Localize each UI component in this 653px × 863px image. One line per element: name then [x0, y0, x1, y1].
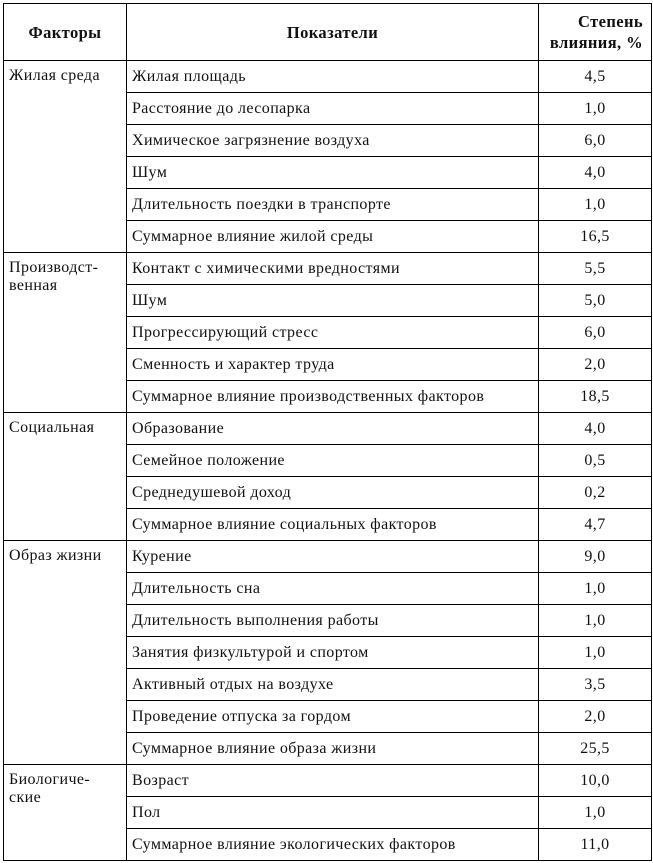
influence-value-cell: 5,5: [539, 253, 652, 285]
indicator-cell: Суммарное влияние социальных факторов: [127, 509, 539, 541]
table-row: [4, 413, 652, 445]
indicator-cell: Среднедушевой доход: [127, 477, 539, 509]
indicator-cell: Суммарное влияние производственных факторов: [127, 381, 539, 413]
influence-value-cell: 4,0: [539, 157, 652, 189]
indicator-cell: Длительность выполнения работы: [127, 605, 539, 637]
influence-value-cell: 1,0: [539, 637, 652, 669]
indicator-cell: Курение: [127, 541, 539, 573]
table-row: [4, 61, 652, 93]
header-influence: Степень влияния, %: [539, 4, 652, 61]
indicator-cell: Возраст: [127, 765, 539, 797]
indicator-cell: Образование: [127, 413, 539, 445]
header-row: [4, 4, 652, 61]
table-row: [4, 253, 652, 285]
indicator-cell: Сменность и характер труда: [127, 349, 539, 381]
influence-value-cell: 10,0: [539, 765, 652, 797]
indicator-cell: Активный отдых на воздухе: [127, 669, 539, 701]
influence-value-cell: 0,2: [539, 477, 652, 509]
factor-cell: Жилая среда: [4, 61, 127, 253]
indicator-cell: Шум: [127, 157, 539, 189]
table-row: [4, 765, 652, 797]
influence-value-cell: 1,0: [539, 605, 652, 637]
indicator-cell: Расстояние до лесопарка: [127, 93, 539, 125]
influence-value-cell: 25,5: [539, 733, 652, 765]
factor-cell: Образ жизни: [4, 541, 127, 765]
indicator-cell: Шум: [127, 285, 539, 317]
influence-value-cell: 2,0: [539, 349, 652, 381]
influence-value-cell: 2,0: [539, 701, 652, 733]
influence-value-cell: 4,0: [539, 413, 652, 445]
header-indicators: Показатели: [127, 4, 539, 61]
table-header: [4, 4, 652, 61]
factor-cell: Производст- венная: [4, 253, 127, 413]
table-body: [4, 61, 652, 861]
indicator-cell: Суммарное влияние образа жизни: [127, 733, 539, 765]
indicator-cell: Пол: [127, 797, 539, 829]
influence-value-cell: 11,0: [539, 829, 652, 861]
influence-value-cell: 0,5: [539, 445, 652, 477]
indicator-cell: Суммарное влияние экологических факторов: [127, 829, 539, 861]
influence-value-cell: 3,5: [539, 669, 652, 701]
influence-value-cell: 6,0: [539, 317, 652, 349]
indicator-cell: Жилая площадь: [127, 61, 539, 93]
indicator-cell: Семейное положение: [127, 445, 539, 477]
table-row: [4, 541, 652, 573]
influence-value-cell: 1,0: [539, 573, 652, 605]
factor-cell: Социальная: [4, 413, 127, 541]
indicator-cell: Длительность сна: [127, 573, 539, 605]
influence-value-cell: 16,5: [539, 221, 652, 253]
header-factors: Факторы: [4, 4, 127, 61]
indicator-cell: Занятия физкультурой и спортом: [127, 637, 539, 669]
indicator-cell: Проведение отпуска за гордом: [127, 701, 539, 733]
influence-value-cell: 4,5: [539, 61, 652, 93]
indicator-cell: Прогрессирующий стресс: [127, 317, 539, 349]
influence-value-cell: 4,7: [539, 509, 652, 541]
influence-value-cell: 1,0: [539, 189, 652, 221]
indicator-cell: Химическое загрязнение воздуха: [127, 125, 539, 157]
indicator-cell: Контакт с химическими вредностями: [127, 253, 539, 285]
influence-value-cell: 6,0: [539, 125, 652, 157]
indicator-cell: Суммарное влияние жилой среды: [127, 221, 539, 253]
influence-value-cell: 1,0: [539, 797, 652, 829]
factor-cell: Биологиче- ские: [4, 765, 127, 861]
influence-value-cell: 1,0: [539, 93, 652, 125]
indicator-cell: Длительность поездки в транспорте: [127, 189, 539, 221]
influence-value-cell: 5,0: [539, 285, 652, 317]
influence-value-cell: 18,5: [539, 381, 652, 413]
influence-value-cell: 9,0: [539, 541, 652, 573]
factors-table: [3, 3, 652, 861]
